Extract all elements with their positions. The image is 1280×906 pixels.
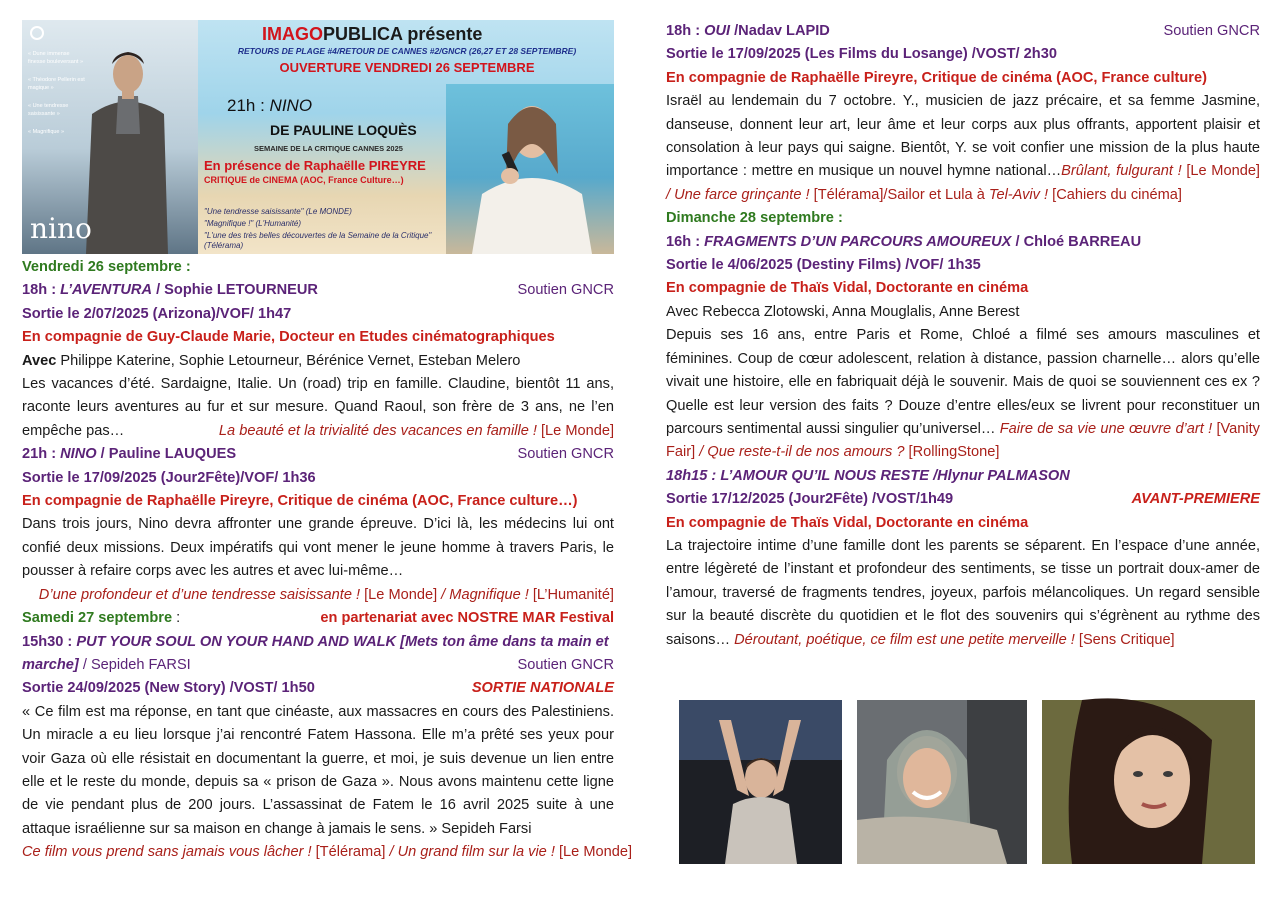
film-title: OUI — [704, 23, 731, 39]
left-column — [22, 256, 632, 865]
left-quote: « Théodore Pellerin est magique » — [28, 77, 85, 91]
poster-critique: CRITIQUE de CINEMA (AOC, France Culture…) — [204, 175, 404, 185]
gncr-badge: Soutien GNCR — [517, 446, 614, 463]
film-guest: En compagnie de Thaïs Vidal, Doctorante en cinéma — [666, 280, 1029, 297]
film-synopsis: Dans trois jours, Nino devra affronter une grande épreuve. D’ici là, les médecins lui ont confié deux missions. Deux impératifs qui vont mener le jeune homme à travers Paris, le pousser à refaire corps avec les autres et avec lui-même… — [22, 516, 614, 580]
film-title: FRAGMENTS D’UN PARCOURS AMOUREUX — [704, 233, 1012, 250]
film-time: 18h : — [22, 282, 61, 299]
film-guest: En compagnie de Raphaëlle Pireyre, Critique de cinéma (AOC, France culture) — [666, 69, 1207, 86]
synopsis-text: Depuis ses 16 ans, entre Paris et Rome, Chloé a filmé ses amours masculines et féminines. Coup de cœur adolescent, relation à distance, passion charnelle… alors qu’elle vivait une histoire, elle en fabriquait déjà le souvenir. Mais de quoi se souviennent ces ex ? Quelle est leur version des faits ? Douze d’entre elles/eux se livrent pour reconstituer un parcours sentimental aussi singulier qu’universel… — [666, 327, 1260, 437]
cast-label: Avec — [22, 352, 57, 369]
film-synopsis — [22, 373, 614, 443]
film-still-fragments — [1042, 700, 1255, 864]
guest-photo — [446, 84, 614, 254]
film-release: Sortie le 17/09/2025 (Les Films du Losange) /VOST/ 2h30 — [666, 46, 1057, 63]
film-heading — [22, 443, 614, 466]
film-director: / Sepideh FARSI — [78, 656, 191, 673]
film-guest: En compagnie de Thaïs Vidal, Doctorante en cinéma — [666, 514, 1029, 531]
film-cast — [22, 350, 614, 373]
film-cast: Avec Rebecca Zlotowski, Anna Mouglalis, Anne Berest — [666, 303, 1020, 320]
press-text: Un grand film sur la vie ! — [397, 844, 555, 861]
press-text: Une farce grinçante ! — [674, 186, 810, 203]
poster-subtitle: RETOURS DE PLAGE #4/RETOUR DE CANNES #2/GNCR (26,27 ET 28 SEPTEMBRE) — [237, 46, 577, 56]
day-heading: Dimanche 28 septembre : — [666, 210, 843, 227]
press-source: [L’Humanité] — [528, 586, 614, 603]
press-source: [Cahiers du cinéma] — [1048, 186, 1182, 203]
nino-logo: nino — [30, 212, 92, 245]
film-heading — [666, 20, 1260, 43]
film-director: /Hlynur PALMASON — [929, 467, 1070, 484]
press-source: [RollingStone] — [904, 444, 1000, 461]
press-source: [Vanity Fair] — [666, 420, 1260, 461]
poster-film-title: NINO — [269, 96, 313, 115]
organizer-presents: présente — [402, 24, 483, 44]
event-poster — [22, 20, 614, 254]
poster-section: SEMAINE DE LA CRITIQUE CANNES 2025 — [254, 144, 403, 153]
day-heading: Samedi 27 septembre — [22, 610, 173, 627]
press-source: [Télérama] — [809, 186, 884, 203]
press-quotes — [22, 841, 632, 864]
film-director: / Sophie LETOURNEUR — [152, 282, 318, 299]
film-title: L’AMOUR QU’IL NOUS RESTE — [720, 467, 930, 484]
film-time: 16h : — [666, 233, 705, 250]
poster-left-quotes — [28, 50, 88, 136]
film-heading — [666, 231, 1260, 254]
poster-organizer — [262, 24, 482, 45]
film-guest: En compagnie de Raphaëlle Pireyre, Critique de cinéma (AOC, France culture…) — [22, 493, 578, 510]
film-title: PUT YOUR SOUL ON YOUR HAND AND WALK [Mets ton âme dans ta main et marche] — [22, 633, 609, 673]
press-separator: / — [385, 844, 398, 861]
film-heading — [22, 631, 614, 678]
nino-film-card — [22, 20, 198, 254]
partner-note: en partenariat avec NOSTRE MAR Festival — [320, 610, 614, 627]
organizer-part: PUBLICA — [323, 24, 403, 44]
poster-film-time: 21h : — [227, 96, 270, 115]
press-text: Faire de sa vie une œuvre d’art ! — [999, 420, 1213, 437]
press-source: [Télérama] — [311, 844, 386, 861]
poster-film — [227, 96, 312, 116]
film-release — [22, 677, 614, 700]
film-synopsis — [666, 324, 1260, 464]
synopsis-text: Les vacances d’été. Sardaigne, Italie. Un (road) trip en famille. Claudine, bientôt 11 ans, raconte leurs aventures au fur et sur mesure. Quand Raoul, son frère de 3 ans, ne l’en empêche pas… — [22, 376, 614, 439]
film-still-put-your-soul — [857, 700, 1027, 864]
poster-quote: "Une tendresse saisissante" (Le MONDE) — [204, 207, 352, 216]
film-time: 18h15 : — [666, 467, 721, 484]
film-director: / Pauline LAUQUES — [96, 446, 237, 463]
gncr-badge: Soutien GNCR — [517, 282, 614, 299]
film-still-oui — [679, 700, 842, 864]
film-synopsis: « Ce film est ma réponse, en tant que cinéaste, aux massacres en cours des Palestiniens. Un miracle a eu lieu lorsque j’ai rencontré Fatem Hassona. Elle m’a prêté ses yeux pour voir Gaza où elle résistait en documentant la guerre, et moi, je suis devenue un lien entre elle et le reste du monde, depuis sa « prison de Gaza ». Nous avons maintenu cette ligne de vie pendant plus de 200 jours. L’assassinat de Fatem le 16 avril 2025 suite à une attaque israélienne sur sa maison en change à jamais le sens. » Sepideh Farsi — [22, 703, 614, 837]
day-heading-row — [22, 607, 614, 630]
organizer-part: IMAGO — [262, 24, 323, 44]
film-release — [666, 488, 1260, 511]
poster-director: DE PAULINE LOQUÈS — [270, 122, 417, 138]
film-synopsis — [666, 535, 1260, 652]
special-badge: SORTIE NATIONALE — [471, 680, 614, 697]
left-quote: « Dune immense finesse bouleversant » — [28, 51, 84, 65]
press-separator: / — [666, 186, 675, 203]
press-separator: /Sailor et Lula à — [883, 186, 989, 203]
poster-quote: "Magnifique !" (L'Humanité) — [204, 219, 302, 228]
press-text: Ce film vous prend sans jamais vous lâcher ! — [22, 844, 312, 861]
press-source: [Le Monde] — [536, 422, 614, 439]
film-time: 18h : — [666, 23, 705, 39]
left-quote: « Magnifique » — [28, 129, 65, 135]
actor-photo — [82, 44, 168, 254]
film-director: /Nadav LAPID — [730, 23, 830, 39]
press-source: [Le Monde] — [360, 586, 438, 603]
press-quotes — [22, 584, 614, 607]
poster-quote: "L'une des très belles découvertes de la Semaine de la Critique" (Télérama) — [204, 231, 432, 250]
synopsis-text: Israël au lendemain du 7 octobre. Y., musicien de jazz précaire, et sa femme Jasmine, danseuse, donnent leur art, leur âme et leur corps aux plus offrants, apportent plaisir et consolation à leur pays qui saigne. Bientôt, Y. se voit confier une mission de la plus haute importance : mettre en musique un nouvel hymne national… — [666, 93, 1260, 180]
film-release: Sortie le 2/07/2025 (Arizona)/VOF/ 1h47 — [22, 305, 292, 322]
synopsis-text: La trajectoire intime d’une famille dont les parents se séparent. En l’espace d’une année, entre légèreté de l’instant et profondeur des sentiments, se tisse un portrait doux-amer de l’amour, traversé de fragments tendres, joyeux, parfois mélancoliques. Un regard sensible sur la beauté discrète du quotidien et le flot des souvenirs qui s’égrènent au rythme des saisons… — [666, 537, 1260, 648]
press-source: [Le Monde] — [1181, 163, 1260, 180]
film-time: 21h : — [22, 446, 61, 463]
film-time: 15h30 : — [22, 633, 77, 650]
press-separator: / — [695, 444, 708, 461]
film-release: Sortie le 17/09/2025 (Jour2Fête)/VOF/ 1h36 — [22, 469, 316, 486]
film-director: / Chloé BARREAU — [1011, 233, 1142, 250]
film-synopsis — [666, 90, 1260, 207]
press-text: Tel-Aviv ! — [988, 186, 1049, 203]
right-column — [666, 20, 1260, 652]
press-text: Brûlant, fulgurant ! — [1061, 163, 1182, 180]
press-text: La beauté et la trivialité des vacances en famille ! — [218, 422, 537, 439]
poster-presence: En présence de Raphaëlle PIREYRE — [204, 158, 426, 173]
film-release: Sortie le 4/06/2025 (Destiny Films) /VOF/ 1h35 — [666, 257, 981, 274]
left-quote: « Une tendresse saisissante » — [28, 103, 69, 117]
press-text: D’une profondeur et d’une tendresse saisissante ! — [38, 586, 361, 603]
press-text: Déroutant, poétique, ce film est une petite merveille ! — [734, 631, 1075, 648]
press-separator: / — [437, 586, 450, 603]
day-colon: : — [172, 610, 181, 627]
special-badge: AVANT-PREMIERE — [1131, 491, 1260, 508]
gncr-badge: Soutien GNCR — [1163, 23, 1260, 39]
poster-opening: OUVERTURE VENDREDI 26 SEPTEMBRE — [279, 60, 535, 75]
film-heading — [666, 465, 1260, 488]
film-heading — [22, 279, 614, 302]
release-text: Sortie 24/09/2025 (New Story) /VOST/ 1h50 — [22, 680, 315, 697]
press-text: Que reste-t-il de nos amours ? — [707, 444, 905, 461]
press-text: Magnifique ! — [449, 586, 529, 603]
day-heading: Vendredi 26 septembre : — [22, 259, 191, 275]
imagopublica-logo-icon — [30, 26, 44, 40]
release-text: Sortie 17/12/2025 (Jour2Fête) /VOST/1h49 — [666, 491, 954, 508]
gncr-badge: Soutien GNCR — [517, 656, 614, 673]
film-guest: En compagnie de Guy-Claude Marie, Docteur en Etudes cinématographiques — [22, 329, 555, 346]
press-source: [Sens Critique] — [1074, 631, 1175, 648]
film-title: L’AVENTURA — [60, 282, 153, 299]
press-source: [Le Monde] — [554, 844, 632, 861]
film-title: NINO — [60, 446, 97, 463]
press-quote — [219, 420, 614, 443]
cast-names: Philippe Katerine, Sophie Letourneur, Bérénice Vernet, Esteban Melero — [56, 352, 521, 369]
